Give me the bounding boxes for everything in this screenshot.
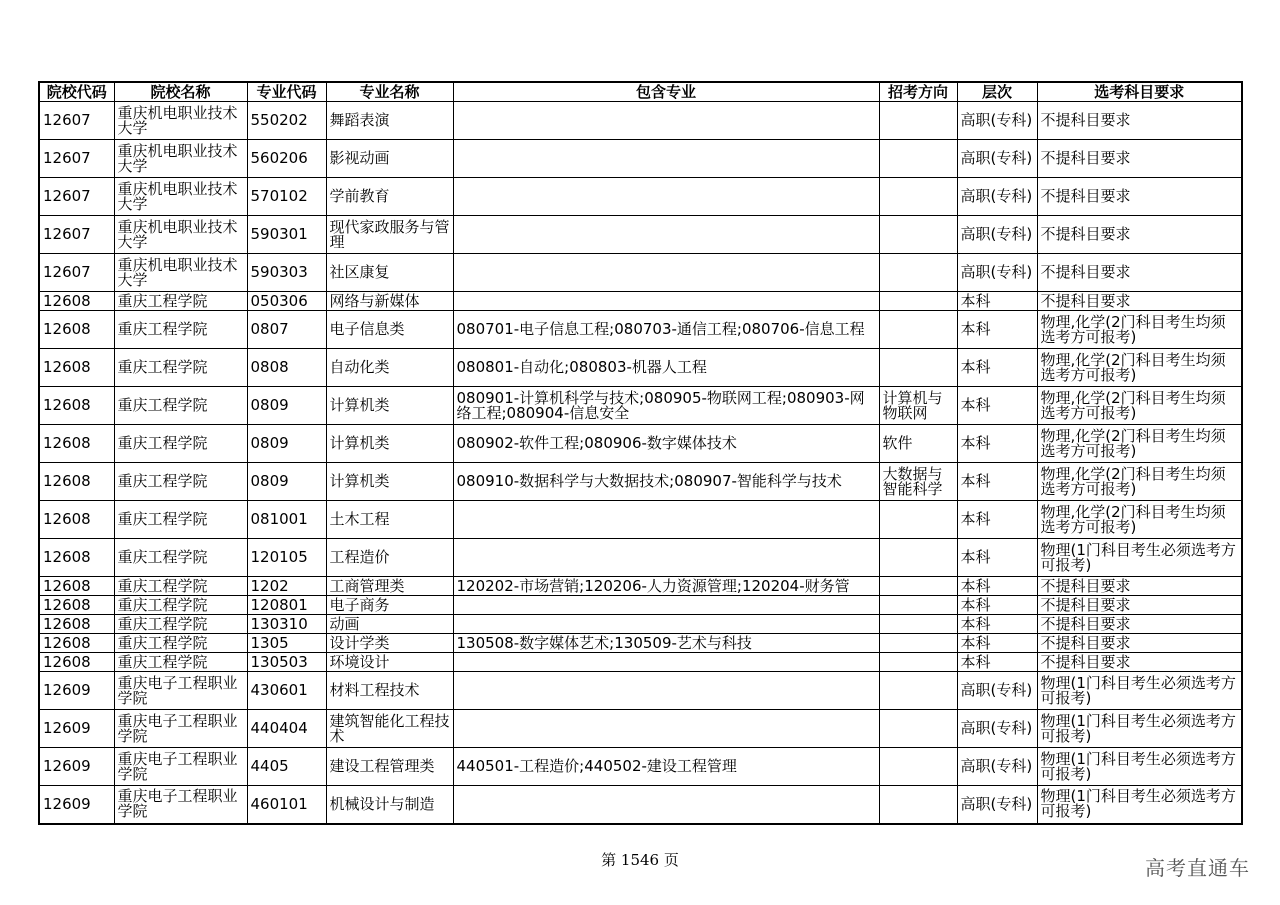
table-row xyxy=(39,653,1242,672)
header-subject-requirement: 选考科目要求 xyxy=(1037,82,1242,102)
cell-included-majors: 080901-计算机科学与技术;080905-物联网工程;080903-网络工程;080904-信息安全 xyxy=(453,387,879,425)
cell-direction xyxy=(879,501,957,539)
cell-school-code: 12607 xyxy=(39,216,114,254)
cell-major-code: 4405 xyxy=(247,748,326,786)
cell-major-code: 550202 xyxy=(247,102,326,140)
cell-major-name: 社区康复 xyxy=(326,254,453,292)
table-row xyxy=(39,216,1242,254)
cell-school-code: 12608 xyxy=(39,349,114,387)
cell-major-name: 材料工程技术 xyxy=(326,672,453,710)
cell-direction xyxy=(879,672,957,710)
cell-major-name: 环境设计 xyxy=(326,653,453,672)
cell-major-name: 土木工程 xyxy=(326,501,453,539)
table-row xyxy=(39,539,1242,577)
cell-major-name: 计算机类 xyxy=(326,425,453,463)
cell-major-code: 0807 xyxy=(247,311,326,349)
cell-included-majors xyxy=(453,254,879,292)
cell-direction xyxy=(879,102,957,140)
cell-direction: 大数据与智能科学 xyxy=(879,463,957,501)
cell-major-name: 电子商务 xyxy=(326,596,453,615)
cell-major-code: 0809 xyxy=(247,463,326,501)
table-row xyxy=(39,387,1242,425)
cell-major-name: 自动化类 xyxy=(326,349,453,387)
admissions-table xyxy=(38,81,1243,825)
cell-level: 本科 xyxy=(957,653,1037,672)
header-school-name: 院校名称 xyxy=(114,82,247,102)
cell-level: 高职(专科) xyxy=(957,140,1037,178)
cell-school-code: 12608 xyxy=(39,596,114,615)
cell-school-code: 12608 xyxy=(39,539,114,577)
cell-level: 高职(专科) xyxy=(957,216,1037,254)
cell-subject-requirement: 物理(1门科目考生必须选考方可报考) xyxy=(1037,710,1242,748)
table-row xyxy=(39,254,1242,292)
cell-included-majors: 130508-数字媒体艺术;130509-艺术与科技 xyxy=(453,634,879,653)
page-number: 第 1546 页 xyxy=(601,851,679,869)
table-row xyxy=(39,786,1242,824)
cell-level: 高职(专科) xyxy=(957,254,1037,292)
cell-subject-requirement: 物理,化学(2门科目考生均须选考方可报考) xyxy=(1037,349,1242,387)
cell-school-name: 重庆电子工程职业学院 xyxy=(114,786,247,824)
cell-included-majors xyxy=(453,216,879,254)
cell-level: 本科 xyxy=(957,615,1037,634)
cell-included-majors xyxy=(453,653,879,672)
cell-school-code: 12608 xyxy=(39,387,114,425)
cell-school-name: 重庆工程学院 xyxy=(114,463,247,501)
cell-subject-requirement: 不提科目要求 xyxy=(1037,577,1242,596)
cell-level: 本科 xyxy=(957,539,1037,577)
cell-level: 本科 xyxy=(957,577,1037,596)
cell-direction xyxy=(879,311,957,349)
cell-major-code: 570102 xyxy=(247,178,326,216)
cell-subject-requirement: 物理,化学(2门科目考生均须选考方可报考) xyxy=(1037,311,1242,349)
cell-school-code: 12609 xyxy=(39,710,114,748)
cell-school-name: 重庆电子工程职业学院 xyxy=(114,672,247,710)
cell-major-name: 计算机类 xyxy=(326,463,453,501)
cell-school-name: 重庆工程学院 xyxy=(114,349,247,387)
cell-school-name: 重庆工程学院 xyxy=(114,292,247,311)
cell-included-majors xyxy=(453,501,879,539)
cell-direction: 软件 xyxy=(879,425,957,463)
cell-school-code: 12608 xyxy=(39,615,114,634)
cell-included-majors xyxy=(453,178,879,216)
cell-major-name: 学前教育 xyxy=(326,178,453,216)
cell-major-code: 440404 xyxy=(247,710,326,748)
cell-subject-requirement: 不提科目要求 xyxy=(1037,254,1242,292)
cell-major-name: 影视动画 xyxy=(326,140,453,178)
cell-major-code: 050306 xyxy=(247,292,326,311)
cell-direction xyxy=(879,577,957,596)
cell-school-code: 12608 xyxy=(39,425,114,463)
cell-major-name: 设计学类 xyxy=(326,634,453,653)
cell-included-majors xyxy=(453,596,879,615)
cell-subject-requirement: 不提科目要求 xyxy=(1037,634,1242,653)
cell-major-name: 机械设计与制造 xyxy=(326,786,453,824)
cell-direction xyxy=(879,140,957,178)
cell-included-majors: 080902-软件工程;080906-数字媒体技术 xyxy=(453,425,879,463)
cell-major-name: 建筑智能化工程技术 xyxy=(326,710,453,748)
table-row xyxy=(39,748,1242,786)
cell-school-name: 重庆工程学院 xyxy=(114,596,247,615)
cell-subject-requirement: 不提科目要求 xyxy=(1037,596,1242,615)
cell-school-name: 重庆机电职业技术大学 xyxy=(114,102,247,140)
cell-level: 高职(专科) xyxy=(957,748,1037,786)
table-body xyxy=(39,102,1242,824)
table-row xyxy=(39,311,1242,349)
cell-included-majors: 080701-电子信息工程;080703-通信工程;080706-信息工程 xyxy=(453,311,879,349)
cell-major-name: 现代家政服务与管理 xyxy=(326,216,453,254)
cell-level: 高职(专科) xyxy=(957,102,1037,140)
cell-included-majors xyxy=(453,710,879,748)
cell-included-majors xyxy=(453,615,879,634)
cell-school-code: 12607 xyxy=(39,254,114,292)
cell-included-majors xyxy=(453,786,879,824)
cell-subject-requirement: 物理(1门科目考生必须选考方可报考) xyxy=(1037,672,1242,710)
cell-school-name: 重庆工程学院 xyxy=(114,311,247,349)
table-row xyxy=(39,501,1242,539)
table-row xyxy=(39,140,1242,178)
cell-direction xyxy=(879,539,957,577)
cell-major-name: 舞蹈表演 xyxy=(326,102,453,140)
cell-school-code: 12607 xyxy=(39,102,114,140)
cell-subject-requirement: 物理,化学(2门科目考生均须选考方可报考) xyxy=(1037,387,1242,425)
cell-level: 本科 xyxy=(957,292,1037,311)
cell-school-name: 重庆机电职业技术大学 xyxy=(114,178,247,216)
cell-level: 本科 xyxy=(957,463,1037,501)
cell-subject-requirement: 不提科目要求 xyxy=(1037,653,1242,672)
cell-school-name: 重庆工程学院 xyxy=(114,577,247,596)
cell-subject-requirement: 物理,化学(2门科目考生均须选考方可报考) xyxy=(1037,463,1242,501)
cell-major-code: 120801 xyxy=(247,596,326,615)
table-row xyxy=(39,349,1242,387)
cell-direction xyxy=(879,786,957,824)
table-row xyxy=(39,710,1242,748)
cell-direction xyxy=(879,254,957,292)
cell-major-code: 0809 xyxy=(247,425,326,463)
cell-level: 本科 xyxy=(957,349,1037,387)
cell-school-code: 12609 xyxy=(39,748,114,786)
cell-school-code: 12608 xyxy=(39,463,114,501)
cell-included-majors: 440501-工程造价;440502-建设工程管理 xyxy=(453,748,879,786)
cell-major-code: 0808 xyxy=(247,349,326,387)
table-row xyxy=(39,596,1242,615)
cell-school-name: 重庆工程学院 xyxy=(114,387,247,425)
cell-subject-requirement: 不提科目要求 xyxy=(1037,102,1242,140)
cell-level: 本科 xyxy=(957,425,1037,463)
cell-major-code: 1305 xyxy=(247,634,326,653)
cell-school-name: 重庆工程学院 xyxy=(114,615,247,634)
cell-direction xyxy=(879,178,957,216)
cell-major-name: 网络与新媒体 xyxy=(326,292,453,311)
cell-major-name: 建设工程管理类 xyxy=(326,748,453,786)
table-row xyxy=(39,615,1242,634)
cell-major-code: 590301 xyxy=(247,216,326,254)
cell-major-name: 动画 xyxy=(326,615,453,634)
header-level: 层次 xyxy=(957,82,1037,102)
cell-subject-requirement: 物理,化学(2门科目考生均须选考方可报考) xyxy=(1037,425,1242,463)
cell-major-code: 130503 xyxy=(247,653,326,672)
table-row xyxy=(39,292,1242,311)
cell-school-code: 12608 xyxy=(39,634,114,653)
header-school-code: 院校代码 xyxy=(39,82,114,102)
cell-subject-requirement: 不提科目要求 xyxy=(1037,140,1242,178)
cell-level: 本科 xyxy=(957,596,1037,615)
cell-subject-requirement: 不提科目要求 xyxy=(1037,216,1242,254)
cell-included-majors: 080910-数据科学与大数据技术;080907-智能科学与技术 xyxy=(453,463,879,501)
cell-included-majors xyxy=(453,292,879,311)
cell-included-majors: 120202-市场营销;120206-人力资源管理;120204-财务管 xyxy=(453,577,879,596)
cell-included-majors xyxy=(453,102,879,140)
cell-included-majors xyxy=(453,672,879,710)
table-row xyxy=(39,425,1242,463)
cell-subject-requirement: 不提科目要求 xyxy=(1037,615,1242,634)
cell-school-name: 重庆工程学院 xyxy=(114,653,247,672)
header-direction: 招考方向 xyxy=(879,82,957,102)
cell-direction xyxy=(879,710,957,748)
cell-level: 高职(专科) xyxy=(957,178,1037,216)
cell-subject-requirement: 物理(1门科目考生必须选考方可报考) xyxy=(1037,748,1242,786)
cell-level: 本科 xyxy=(957,387,1037,425)
table-row xyxy=(39,672,1242,710)
cell-major-code: 590303 xyxy=(247,254,326,292)
cell-major-code: 120105 xyxy=(247,539,326,577)
cell-subject-requirement: 物理,化学(2门科目考生均须选考方可报考) xyxy=(1037,501,1242,539)
cell-major-code: 0809 xyxy=(247,387,326,425)
cell-school-name: 重庆工程学院 xyxy=(114,539,247,577)
cell-school-code: 12608 xyxy=(39,653,114,672)
table-row xyxy=(39,634,1242,653)
cell-direction xyxy=(879,349,957,387)
cell-level: 高职(专科) xyxy=(957,786,1037,824)
table-row xyxy=(39,577,1242,596)
cell-direction xyxy=(879,748,957,786)
header-included-majors: 包含专业 xyxy=(453,82,879,102)
cell-school-name: 重庆工程学院 xyxy=(114,425,247,463)
cell-direction xyxy=(879,634,957,653)
cell-school-name: 重庆电子工程职业学院 xyxy=(114,748,247,786)
cell-subject-requirement: 不提科目要求 xyxy=(1037,178,1242,216)
header-major-code: 专业代码 xyxy=(247,82,326,102)
cell-level: 本科 xyxy=(957,311,1037,349)
table-row xyxy=(39,102,1242,140)
cell-school-code: 12607 xyxy=(39,140,114,178)
cell-school-code: 12608 xyxy=(39,311,114,349)
header-major-name: 专业名称 xyxy=(326,82,453,102)
cell-school-name: 重庆机电职业技术大学 xyxy=(114,216,247,254)
cell-school-code: 12609 xyxy=(39,786,114,824)
cell-major-name: 工程造价 xyxy=(326,539,453,577)
cell-level: 本科 xyxy=(957,501,1037,539)
cell-major-code: 1202 xyxy=(247,577,326,596)
cell-major-code: 560206 xyxy=(247,140,326,178)
table-header-row xyxy=(39,82,1242,102)
cell-subject-requirement: 物理(1门科目考生必须选考方可报考) xyxy=(1037,786,1242,824)
table-row xyxy=(39,178,1242,216)
table-row xyxy=(39,463,1242,501)
cell-major-code: 130310 xyxy=(247,615,326,634)
cell-major-code: 081001 xyxy=(247,501,326,539)
cell-direction xyxy=(879,216,957,254)
cell-major-name: 电子信息类 xyxy=(326,311,453,349)
cell-school-code: 12607 xyxy=(39,178,114,216)
cell-major-code: 430601 xyxy=(247,672,326,710)
cell-school-code: 12608 xyxy=(39,577,114,596)
cell-direction xyxy=(879,292,957,311)
cell-subject-requirement: 物理(1门科目考生必须选考方可报考) xyxy=(1037,539,1242,577)
cell-school-code: 12608 xyxy=(39,292,114,311)
cell-school-name: 重庆电子工程职业学院 xyxy=(114,710,247,748)
cell-subject-requirement: 不提科目要求 xyxy=(1037,292,1242,311)
cell-direction xyxy=(879,615,957,634)
cell-included-majors xyxy=(453,539,879,577)
cell-school-name: 重庆机电职业技术大学 xyxy=(114,254,247,292)
cell-direction xyxy=(879,596,957,615)
cell-direction xyxy=(879,653,957,672)
cell-school-name: 重庆工程学院 xyxy=(114,501,247,539)
cell-major-name: 工商管理类 xyxy=(326,577,453,596)
watermark: 高考直通车 xyxy=(1145,856,1250,880)
cell-major-name: 计算机类 xyxy=(326,387,453,425)
cell-level: 高职(专科) xyxy=(957,710,1037,748)
cell-school-name: 重庆机电职业技术大学 xyxy=(114,140,247,178)
cell-school-code: 12609 xyxy=(39,672,114,710)
cell-direction: 计算机与物联网 xyxy=(879,387,957,425)
cell-school-name: 重庆工程学院 xyxy=(114,634,247,653)
cell-school-code: 12608 xyxy=(39,501,114,539)
cell-included-majors: 080801-自动化;080803-机器人工程 xyxy=(453,349,879,387)
cell-included-majors xyxy=(453,140,879,178)
cell-major-code: 460101 xyxy=(247,786,326,824)
cell-level: 高职(专科) xyxy=(957,672,1037,710)
cell-level: 本科 xyxy=(957,634,1037,653)
